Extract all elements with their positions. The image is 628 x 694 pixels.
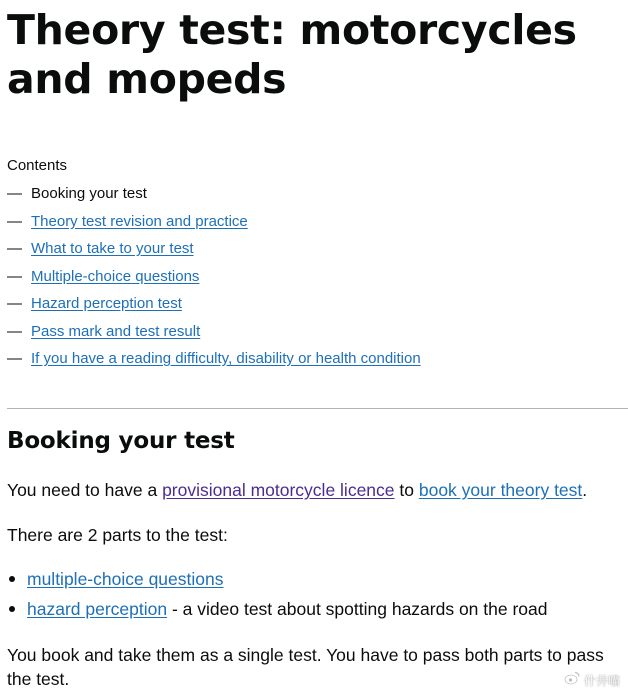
dash-marker: —: [7, 240, 22, 257]
contents-item-what-to-take: [7, 239, 607, 267]
list-item: [7, 597, 628, 627]
section-divider: [7, 408, 628, 409]
contents-item-reading-difficulty: [7, 349, 607, 377]
licence-paragraph: [7, 478, 628, 502]
bullet-dot: [9, 606, 15, 612]
contents-list: [7, 184, 607, 377]
watermark-text: 什井喵: [583, 674, 620, 688]
multiple-choice-questions-link[interactable]: multiple-choice questions: [27, 569, 224, 589]
contents-item-booking-your-test: [7, 184, 607, 212]
contents-item-pass-mark: [7, 322, 607, 350]
bullet-text: - a video test about spotting hazards on the road: [167, 598, 548, 619]
test-parts-list: [7, 567, 628, 626]
test-parts-paragraph: There are 2 parts to the test:: [7, 525, 228, 545]
paragraph-text: to: [394, 480, 419, 500]
paragraph-text: .: [582, 480, 588, 500]
dash-marker: —: [7, 350, 22, 367]
hazard-perception-link[interactable]: hazard perception: [27, 598, 168, 619]
dash-marker: —: [7, 212, 22, 230]
section-heading: Booking your test: [7, 428, 235, 454]
contents-link-reading-difficulty[interactable]: If you have a reading difficulty, disability or health condition: [31, 350, 421, 367]
single-test-paragraph: You book and take them as a single test. You have to pass both parts to pass the test.: [7, 645, 604, 689]
dash-marker: —: [7, 267, 22, 285]
weibo-logo-icon: [564, 671, 580, 690]
book-theory-test-link[interactable]: book your theory test: [418, 480, 583, 500]
watermark: [564, 671, 620, 690]
contents-item-multiple-choice: [7, 267, 607, 295]
contents-link-multiple-choice[interactable]: Multiple-choice questions: [31, 267, 200, 285]
contents-link-what-to-take[interactable]: What to take to your test: [31, 240, 194, 257]
contents-heading: Contents: [7, 157, 68, 174]
dash-marker: —: [7, 185, 22, 202]
page-title: Theory test: motorcycles and mopeds: [7, 6, 577, 103]
contents-item-hazard-perception: [7, 294, 607, 322]
list-item: [7, 567, 628, 597]
contents-item-revision-and-practice: [7, 212, 607, 240]
contents-link-hazard-perception[interactable]: Hazard perception test: [31, 295, 182, 312]
contents-link-revision-and-practice[interactable]: Theory test revision and practice: [31, 212, 248, 230]
bullet-dot: [9, 576, 15, 582]
contents-nav: [7, 156, 607, 377]
paragraph-text: You need to have a: [7, 480, 163, 500]
dash-marker: —: [7, 295, 22, 312]
contents-link-pass-mark[interactable]: Pass mark and test result: [31, 322, 201, 340]
contents-current-label: Booking your test: [31, 185, 147, 202]
provisional-licence-link[interactable]: provisional motorcycle licence: [162, 480, 395, 500]
dash-marker: —: [7, 322, 22, 340]
